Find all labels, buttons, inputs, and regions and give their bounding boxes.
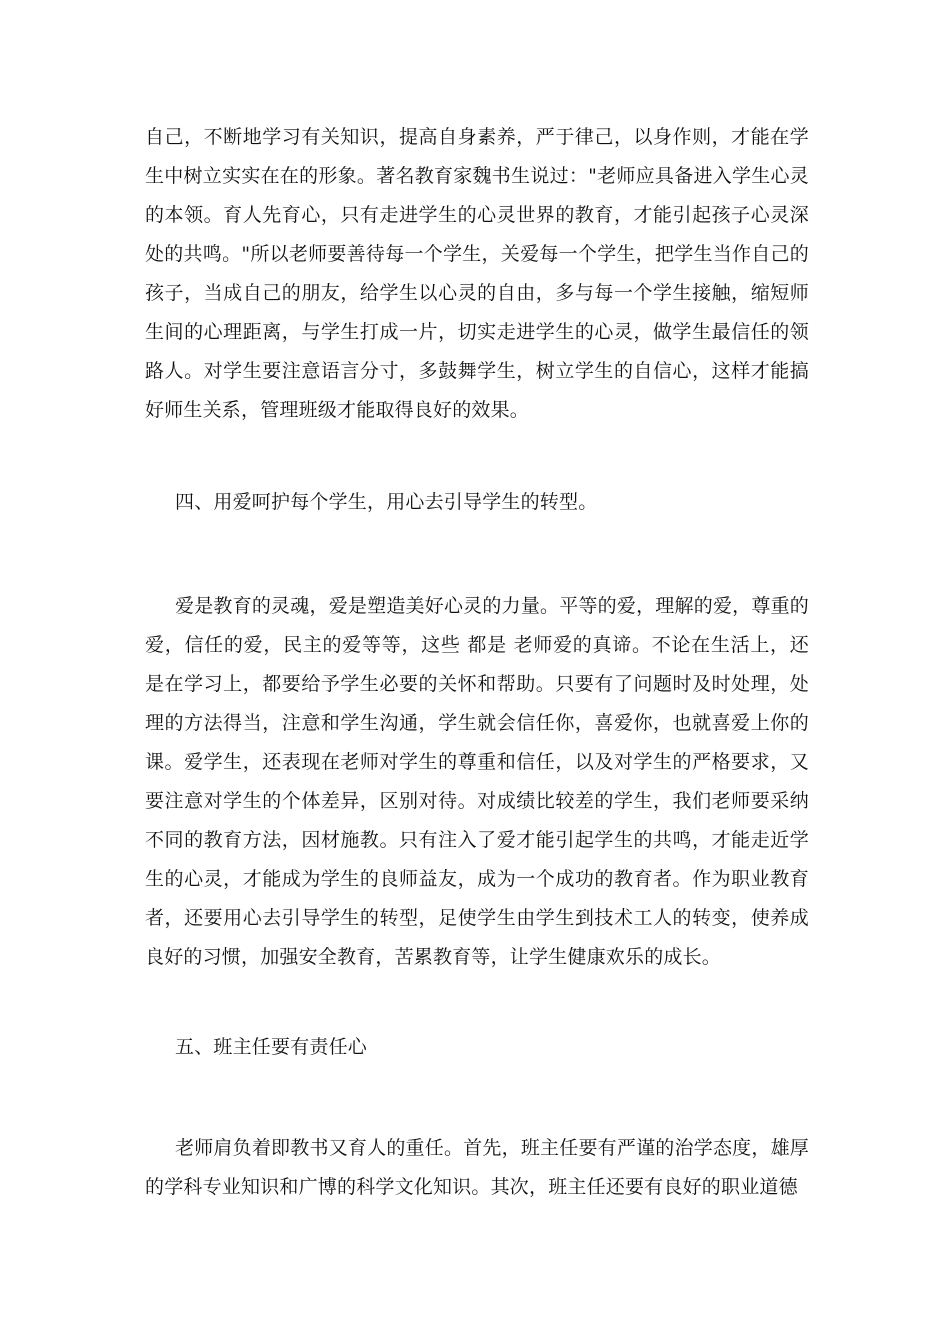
body-paragraph: 老师肩负着即教书又育人的重任。首先，班主任要有严谨的治学态度，雄厚的学科专业知识和广博的科学文化知识。其次，班主任还要有良好的职业道德 bbox=[145, 1137, 809, 1198]
section-heading-4: 四、用爱呵护每个学生，用心去引导学生的转型。 bbox=[175, 491, 598, 513]
body-paragraph: 爱是教育的灵魂，爱是塑造美好心灵的力量。平等的爱，理解的爱，尊重的爱，信任的爱，民主的爱等等，这些 都是 老师爱的真谛。不论在生活上，还是在学习上，都要给予学生必要的关怀和帮助。只要有了问题时及时处理，处理的方法得当，注意和学生沟通，学生就会信任你，喜爱你，也就喜爱上你的课。爱学生，还表现在老师对学生的尊重和信任，以及对学生的严格要求，又要注意对学生的个体差异，区别对待。对成绩比较差的学生，我们老师要采纳不同的教育方法，因材施教。只有注入了爱才能引起学生的共鸣，才能走近学生的心灵，才能成为学生的良师益友，成为一个成功的教育者。作为职业教育者，还要用心去引导学生的转型，足使学生由学生到技术工人的转变，使养成良好的习惯，加强安全教育，苦累教育等，让学生健康欢乐的成长。 bbox=[145, 595, 809, 968]
section-heading-5: 五、班主任要有责任心 bbox=[175, 1036, 368, 1058]
body-paragraph: 自己，不断地学习有关知识，提高自身素养，严于律己，以身作则，才能在学生中树立实实在在的形象。著名教育家魏书生说过："老师应具备进入学生心灵的本领。育人先育心，只有走进学生的心灵世界的教育，才能引起孩子心灵深处的共鸣。"所以老师要善待每一个学生，关爱每一个学生，把学生当作自己的孩子，当成自己的朋友，给学生以心灵的自由，多与每一个学生接触，缩短师生间的心理距离，与学生打成一片，切实走进学生的心灵，做学生最信任的领路人。对学生要注意语言分寸，多鼓舞学生，树立学生的自信心，这样才能搞好师生关系，管理班级才能取得良好的效果。 bbox=[145, 126, 809, 421]
